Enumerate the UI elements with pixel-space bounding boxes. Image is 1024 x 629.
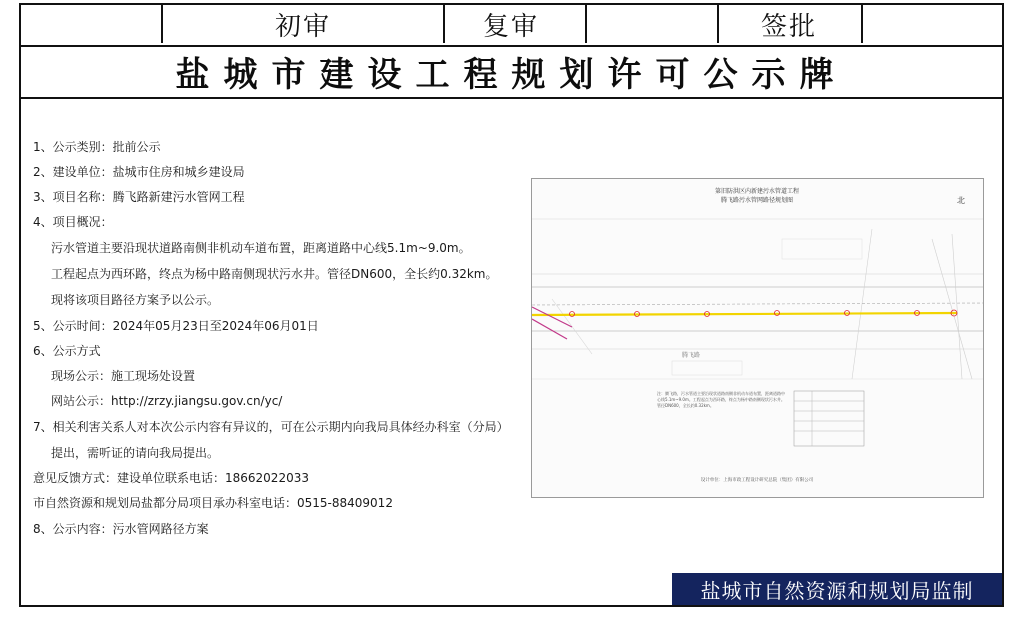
item-content: 8、公示内容：污水管网路径方案 — [33, 522, 209, 536]
route-plan-svg — [532, 179, 983, 497]
approval-label: 签批 — [760, 11, 817, 42]
blank-cell-left — [21, 5, 161, 43]
note-text: 注：腾飞路，污水管道主要沿现状道路南侧非机动车道布置，距离道路中心线5.1m~9.0m。工程起点为西环路，终点为杨中路南侧现状污水井。管径DN600，全长约0.32km。 — [657, 391, 785, 408]
item-objection-cont: 提出，需听证的请向我局提出。 — [51, 446, 220, 460]
drawing-title-line2: 腾飞路污水管网路径规划图 — [720, 197, 794, 204]
note-block — [657, 391, 787, 441]
item-overview-line1: 污水管道主要沿现状道路南侧非机动车道布置，距离道路中心线5.1m~9.0m。 — [51, 241, 471, 255]
item-objection: 7、相关利害关系人对本次公示内容有异议的，可在公示期内向我局具体经办科室（分局） — [33, 420, 509, 434]
second-review-label: 复审 — [482, 11, 539, 42]
design-unit: 设计单位：上海市政工程设计研究总院（集团）有限公司 — [700, 478, 814, 483]
item-onsite: 现场公示：施工现场处设置 — [51, 369, 196, 383]
route-plan-drawing — [531, 178, 984, 498]
item-category: 1、公示类别：批前公示 — [33, 140, 161, 154]
footer-text: 盐城市自然资源和规划局监制 — [700, 578, 974, 603]
second-review-cell — [451, 5, 571, 43]
divider — [861, 5, 863, 43]
approval-cell — [719, 5, 859, 43]
item-feedback: 意见反馈方式：建设单位联系电话：18662022033 — [33, 471, 309, 485]
item-builder: 2、建设单位：盐城市住房和城乡建设局 — [33, 165, 245, 179]
road-label: 腾飞路 — [682, 352, 701, 359]
item-overview-line2: 工程起点为西环路，终点为杨中路南侧现状污水井。管径DN600，全长约0.32km。 — [51, 267, 498, 281]
item-office-phone: 市自然资源和规划局盐都分局项目承办科室电话：0515-88409012 — [33, 496, 393, 510]
drawing-title-line1: 第旧防洪区内新建污水管道工程 — [714, 188, 800, 195]
first-review-label: 初审 — [274, 11, 331, 42]
item-overview-heading: 4、项目概况： — [33, 215, 113, 229]
item-project-name: 3、项目名称：腾飞路新建污水管网工程 — [33, 190, 245, 204]
page-title: 盐城市建设工程规划许可公示牌 — [175, 54, 848, 95]
first-review-cell — [163, 5, 443, 43]
review-sign-row — [21, 5, 1002, 47]
supervisor-footer — [672, 573, 1002, 605]
item-method-heading: 6、公示方式 — [33, 344, 101, 358]
notice-board — [19, 3, 1004, 607]
north-arrow-icon: 北 — [957, 196, 965, 205]
title-row — [21, 45, 1002, 99]
item-period: 5、公示时间：2024年05月23日至2024年06月01日 — [33, 319, 319, 333]
item-overview-line3: 现将该项目路径方案予以公示。 — [51, 293, 220, 307]
item-website: 网站公示：http://zrzy.jiangsu.gov.cn/yc/ — [51, 394, 283, 408]
blank-cell-middle — [587, 5, 717, 43]
drawing-bg — [532, 179, 983, 497]
